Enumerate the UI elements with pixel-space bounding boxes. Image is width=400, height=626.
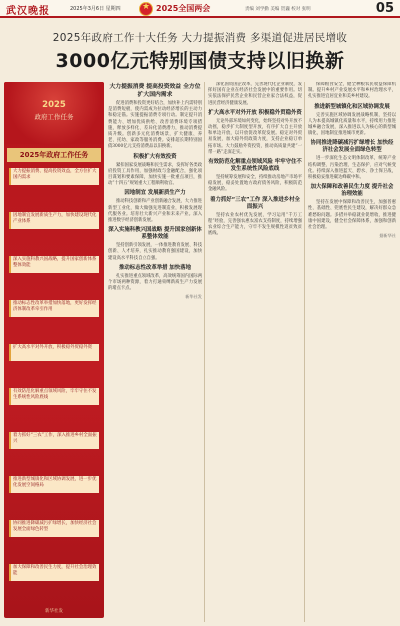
- column-intro: 保障粮食安全，健全种粮农民收益保障机制。提升乡村产业发展水平和乡村治理水平，扎实推进宜居宜业和美乡村建设。: [308, 82, 396, 100]
- section-title: 大力提振消费 提高投资效益 全方位扩大国内需求: [109, 84, 201, 98]
- task-item: 有效防范化解重点领域风险，牢牢守住不发生系统性风险底线: [9, 388, 99, 405]
- section-title: 深入实施科教兴国战略 提升国家创新体系整体效能: [108, 227, 202, 241]
- column-credit: 新华社发: [185, 294, 202, 300]
- article-column-3: [308, 82, 396, 622]
- section-title: 着力抓好“三农”工作 深入推进乡村全面振兴: [210, 196, 300, 210]
- section-title: 推进新型城镇化和区域协调发展: [314, 103, 390, 110]
- issue-date: 2025年3月6日 星期四: [70, 6, 121, 12]
- section-title: 加大保障和改善民生力度 提升社会治理效能: [310, 184, 394, 198]
- section-body: 进一步深化生态文明体制改革，统筹产业结构调整、污染治理、生态保护、应对气候变化。持续深入推进蓝天、碧水、净土保卫战，积极稳妥推进碳达峰碳中和。: [308, 156, 396, 181]
- column-divider: [204, 82, 205, 622]
- task-item: 加大保障和改善民生力度，提升社会治理效能: [9, 564, 99, 581]
- section-body: 紧扣国家发展战略和民生需求，发挥好各类政府投资工具作用，加强财政与金融配合，强化项目谋划和要素保障，加快实施一批重点项目，推动“十四五”规划重大工程顺利收官。: [108, 162, 202, 187]
- section-body: 完善实施区域协调发展战略机制，坚持以人为本提高城镇化质量和水平，持续用力推进城乡融合发展，深入推进以人为核心的新型城镇化，因地制宜推进城市更新。: [308, 112, 396, 137]
- task-item: 深入实施科教兴国战略，提升国家创新体系整体效能: [9, 256, 99, 273]
- section-body: 坚持统筹发展和安全，持续推动房地产市场平稳发展，稳妥处置地方政府债务风险，积极防范金融风险。: [208, 175, 302, 193]
- masthead: [0, 0, 400, 18]
- section-title: 有效防范化解重点领域风险 牢牢守住不发生系统性风险底线: [208, 159, 302, 173]
- section-body: 扎实推进重点领域改革，高效统筹国内国际两个市场两种资源，着力打通束缚新质生产力发展的堵点卡点。: [108, 273, 202, 292]
- section-body: 坚持创新引领发展，一体推进教育发展、科技创新、人才培养，扎实推动教育强国建设，加快建设高水平科技自立自强。: [108, 243, 202, 261]
- paper-name: 武汉晚报: [6, 6, 50, 17]
- emblem-icon: [139, 2, 153, 16]
- section-title: 协同推进降碳减污扩绿增长 加快经济社会发展全面绿色转型: [310, 140, 394, 154]
- kicker-headline: 2025年政府工作十大任务 大力提振消费 多渠道促进居民增收: [52, 32, 348, 44]
- page-number: 05: [375, 1, 394, 16]
- article-column-1: [108, 82, 202, 622]
- section-title: 扩大高水平对外开放 积极稳外贸稳外资: [208, 109, 302, 116]
- banner-title: 2025年政府工作任务: [7, 148, 101, 162]
- section-body: 坚持农业农村优先发展，学习运用“千万工程”经验，完善强农惠农富农支持制度，持续增强农业综合生产能力，守牢不发生规模性返贫致贫底线。: [208, 212, 302, 237]
- column-divider: [304, 82, 305, 622]
- section-title: 积极扩大有效投资: [133, 153, 177, 160]
- task-banner: [4, 82, 104, 618]
- topic-tag: 2025全国两会: [156, 4, 211, 13]
- article-column-2: [208, 82, 302, 622]
- section-title: 因地制宜 发展新质生产力: [124, 190, 186, 197]
- banner-subtitle: 政府工作任务: [34, 113, 74, 121]
- task-item: 大力提振消费、提高投资效益，全方位扩大国内需求: [9, 168, 99, 185]
- banner-year: 2025: [42, 100, 66, 110]
- column-credit: 据新华社: [379, 233, 396, 239]
- task-item: 扩大高水平对外开放，积极稳外贸稳外资: [9, 344, 99, 361]
- task-item: 因地制宜发展新质生产力，加快建设现代化产业体系: [9, 212, 99, 229]
- section-body: 推动科技创新和产业创新融合发展，大力推进新型工业化，做大做强先进制造业，积极发展现代服务业。培育壮大新兴产业和未来产业。深入推进数字经济创新发展。: [108, 199, 202, 224]
- task-item: 协同推进降碳减污扩绿增长，加快经济社会发展全面绿色转型: [9, 520, 99, 537]
- task-item: 着力抓好“三农”工作，深入推进乡村全面振兴: [9, 432, 99, 449]
- banner-credit: 新华社发: [45, 609, 63, 614]
- editor-credits: 责编 刘学勤 美编 贺巍 校对 张明: [245, 7, 311, 12]
- section-title: 推动标志性改革举措 加快落地: [119, 264, 191, 271]
- main-headline: 3000亿元特别国债支持以旧换新: [55, 50, 345, 72]
- section-body: 无论外部环境如何变化，始终坚持对外开放不动摇，稳步扩大制度型开放，有序扩大自主开放和单边开放，以开放促改革促发展。稳定对外贸易发展，加大稳外贸政策力度，支持企业稳订单拓市场。大力鼓励外资投资，推动高质量共建“一带一路”走深走实。: [208, 118, 302, 155]
- task-item: 推进新型城镇化和区域协调发展，进一步优化发展空间格局: [9, 476, 99, 493]
- section-body: 促进消费和投资更好结合，加快补上内需特别是消费短板，使内需成为拉动经济增长的主动力和稳定锚。实施提振消费专项行动。制定提升消费能力、增加优质供给、改善消费环境专项措施，释放多样化、差异化消费潜力，推动消费提质升级。创新多元化消费场景，扩大健康、养老、托幼、家政等服务消费。安排超长期特别国债3000亿元支持消费品以旧换新。: [108, 101, 202, 150]
- column-intro: 深化国资国企改革，完善现代化企业制度，发挥好国有企业在经济社会发展中的重要作用。切实依法保护民营企业和民营企业家合法权益，促进民营经济健康发展。: [208, 82, 302, 106]
- section-body: 坚持在发展中保障和改善民生，加强普惠性、基础性、兜底性民生建设，解决好群众急难愁盼问题。多措并举稳就业促增收，推进健康中国建设，健全社会保障体系，加强和创新社会治理。: [308, 200, 396, 231]
- task-item: 推动标志性改革举措加快落地，更好发挥经济体制改革牵引作用: [9, 300, 99, 317]
